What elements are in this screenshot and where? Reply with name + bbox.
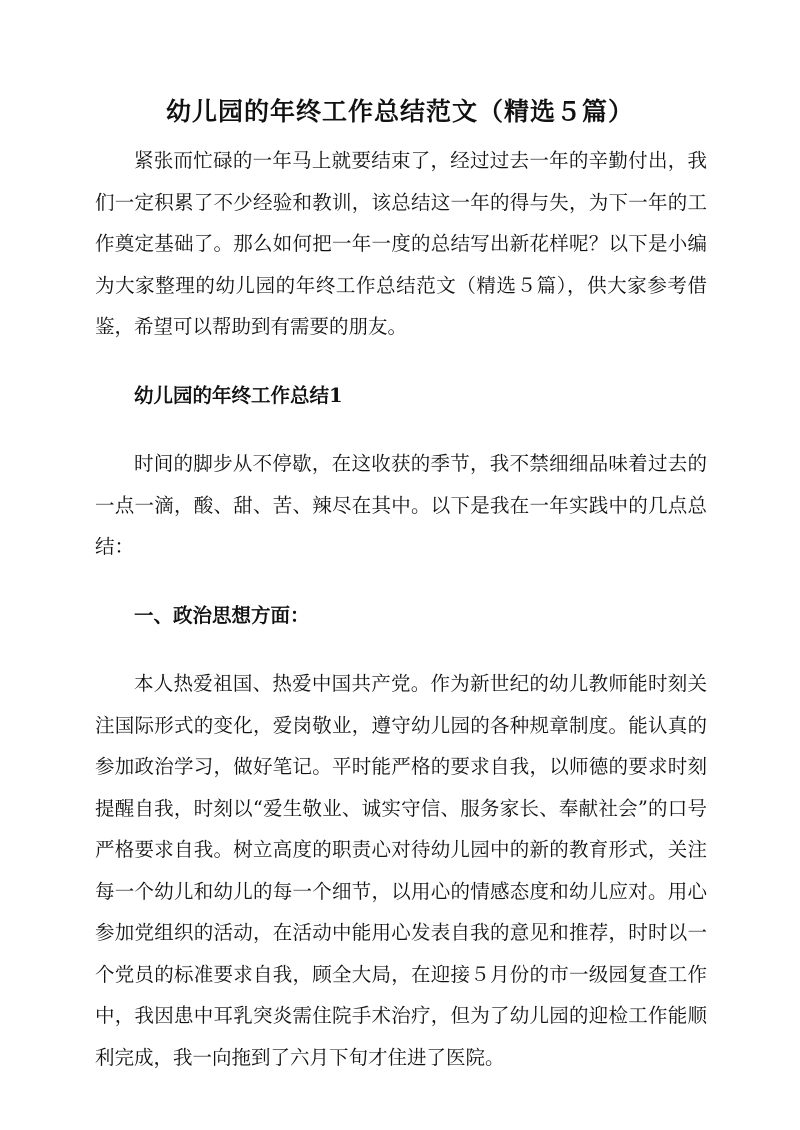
intro-paragraph: 紧张而忙碌的一年马上就要结束了，经过过去一年的辛勤付出，我们一定积累了不少经验和教训，该总结这一年的得与失，为下一年的工作奠定基础了。那么如何把一年一度的总结写出新花样呢？以下是小编为大家整理的幼儿园的年终工作总结范文（精选５篇），供大家参考借鉴，希望可以帮助到有需要的朋友。 [95,149,707,338]
section-intro-paragraph: 时间的脚步从不停歇，在这收获的季节，我不禁细细品味着过去的一点一滴，酸、甜、苦、辣尽在其中。以下是我在一年实践中的几点总结： [95,452,707,558]
subsection-body-paragraph: 本人热爱祖国、热爱中国共产党。作为新世纪的幼儿教师能时刻关注国际形式的变化，爱岗敬业，遵守幼儿园的各种规章制度。能认真的参加政治学习，做好笔记。平时能严格的要求自我，以师德的要求时刻提醒自我，时刻以“爱生敬业、诚实守信、服务家长、奉献社会”的口号严格要求自我。树立高度的职责心对待幼儿园中的新的教育形式，关注每一个幼儿和幼儿的每一个细节，以用心的情感态度和幼儿应对。用心参加党组织的活动，在活动中能用心发表自我的意见和推荐，时时以一个党员的标准要求自我，顾全大局，在迎接５月份的市一级园复查工作中，我因患中耳乳突炎需住院手术治疗，但为了幼儿园的迎检工作能顺利完成，我一向拖到了六月下旬才住进了医院。 [95,672,707,1069]
subsection-heading: 一、政治思想方面： [134,603,310,627]
document-body [95,140,707,1078]
section-heading: 幼儿园的年终工作总结1 [134,383,343,407]
document-title: 幼儿园的年终工作总结范文（精选５篇） [165,97,634,126]
